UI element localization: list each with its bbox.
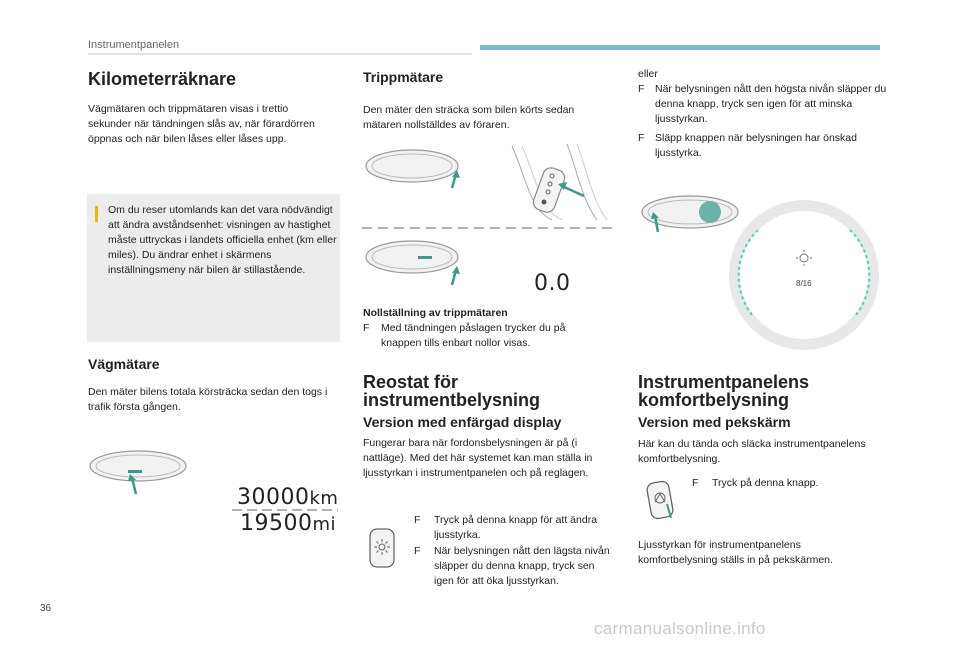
odometer-intro: Vägmätaren och trippmätaren visas i trettio sekunder när tändningen slås av, när förardörren öppnas och när bilen låses eller låses upp.: [88, 103, 315, 145]
section-header: Instrumentpanelen: [88, 39, 180, 51]
title-version-pekskarm: Version med pekskärm: [638, 414, 791, 430]
brightness-bullet-2: [414, 544, 614, 589]
odometer-km-unit: km: [309, 488, 339, 509]
trip-meter-illustration: [362, 140, 614, 300]
pekskarm-text: Här kan du tända och släcka instrumentpanelens komfortbelysning.: [638, 438, 866, 465]
reset-title: Nollställning av trippmätaren: [363, 307, 508, 319]
bullet-icon: F: [414, 514, 421, 526]
version-enfargad-text: Fungerar bara när fordonsbelysningen är på (i nattläge). Med det här systemet kan man ställa in ljusstyrkan i instrumentpanelen och på reglagen.: [363, 437, 593, 479]
title-kilometerraknare: Kilometerräknare: [88, 69, 237, 89]
odometer-button-illustration: [86, 448, 196, 500]
reset-bullet: [363, 321, 603, 351]
touch-bullet-text: Tryck på denna knapp.: [712, 477, 819, 489]
brightness-bullet-2-text: När belysningen nått den lägsta nivån släpper du denna knapp, tryck sen igen för att öka ljusstyrkan.: [434, 545, 610, 587]
bullet-icon: F: [363, 322, 370, 334]
col3-bullet-2: [638, 131, 888, 161]
brightness-bullet-1-text: Tryck på denna knapp för att ändra ljusstyrka.: [434, 514, 598, 541]
bullet-icon: F: [692, 477, 699, 489]
odometer-mi-value: 19500: [240, 511, 313, 536]
title-comfort-line1: Instrumentpanelens: [638, 372, 810, 392]
brightness-button-illustration: [368, 527, 402, 569]
title-version-enfargad: Version med enfärgad display: [363, 414, 562, 430]
title-reostat-line1: Reostat för: [363, 372, 459, 392]
trippmatare-intro: Den mäter den sträcka som bilen körts sedan mätaren nollställdes av föraren.: [363, 104, 575, 131]
comfort-button-illustration: [645, 480, 681, 522]
col3-bullet-1-text: När belysningen nått den högsta nivån släpper du denna knapp, tryck sen igen för att minska ljusstyrkan.: [655, 83, 887, 125]
vagmatare-text: Den mäter bilens totala körsträcka sedan den togs i trafik första gången.: [88, 386, 328, 413]
info-icon: [95, 206, 98, 222]
reset-bullet-text: Med tändningen påslagen trycker du på knappen tills enbart nollor visas.: [381, 322, 566, 349]
page-number: 36: [40, 603, 52, 614]
col3-bullet-1: [638, 82, 888, 127]
header-accent-bar: [480, 45, 880, 50]
bullet-icon: F: [638, 132, 645, 144]
gauge-label: 8/16: [796, 279, 812, 288]
bullet-icon: F: [414, 545, 421, 557]
touch-bullet: [692, 476, 882, 491]
watermark: carmanualsonline.info: [594, 619, 766, 638]
gauge-illustration: [638, 190, 888, 350]
title-vagmatare: Vägmätare: [88, 356, 160, 372]
bullet-icon: F: [638, 83, 645, 95]
header-rule: [88, 53, 472, 55]
col3-bullet-2-text: Släpp knappen när belysningen har önskad ljusstyrka.: [655, 132, 857, 159]
info-note-text: Om du reser utomlands kan det vara nödvändigt att ändra avståndsenhet: visningen av hastighet måste uttryckas i landets officiella enhet (km eller miles). Du ändrar enhet i skärmens inställningsmeny när bilen är stillastående.: [108, 204, 337, 276]
title-reostat-line2: instrumentbelysning: [363, 390, 541, 410]
comfort-bottom-text: Ljusstyrkan för instrumentpanelens komfortbelysning ställs in på pekskärmen.: [638, 539, 833, 566]
eller-text: eller: [638, 68, 658, 80]
title-comfort-line2: komfortbelysning: [638, 390, 790, 410]
odometer-display-mi: [240, 512, 336, 538]
odometer-mi-unit: mi: [312, 514, 337, 535]
title-trippmatare: Trippmätare: [363, 69, 444, 85]
info-note: [87, 194, 340, 342]
trip-reading: 0.0: [534, 271, 571, 296]
brightness-bullet-1: [414, 513, 614, 543]
odometer-km-value: 30000: [237, 485, 310, 510]
